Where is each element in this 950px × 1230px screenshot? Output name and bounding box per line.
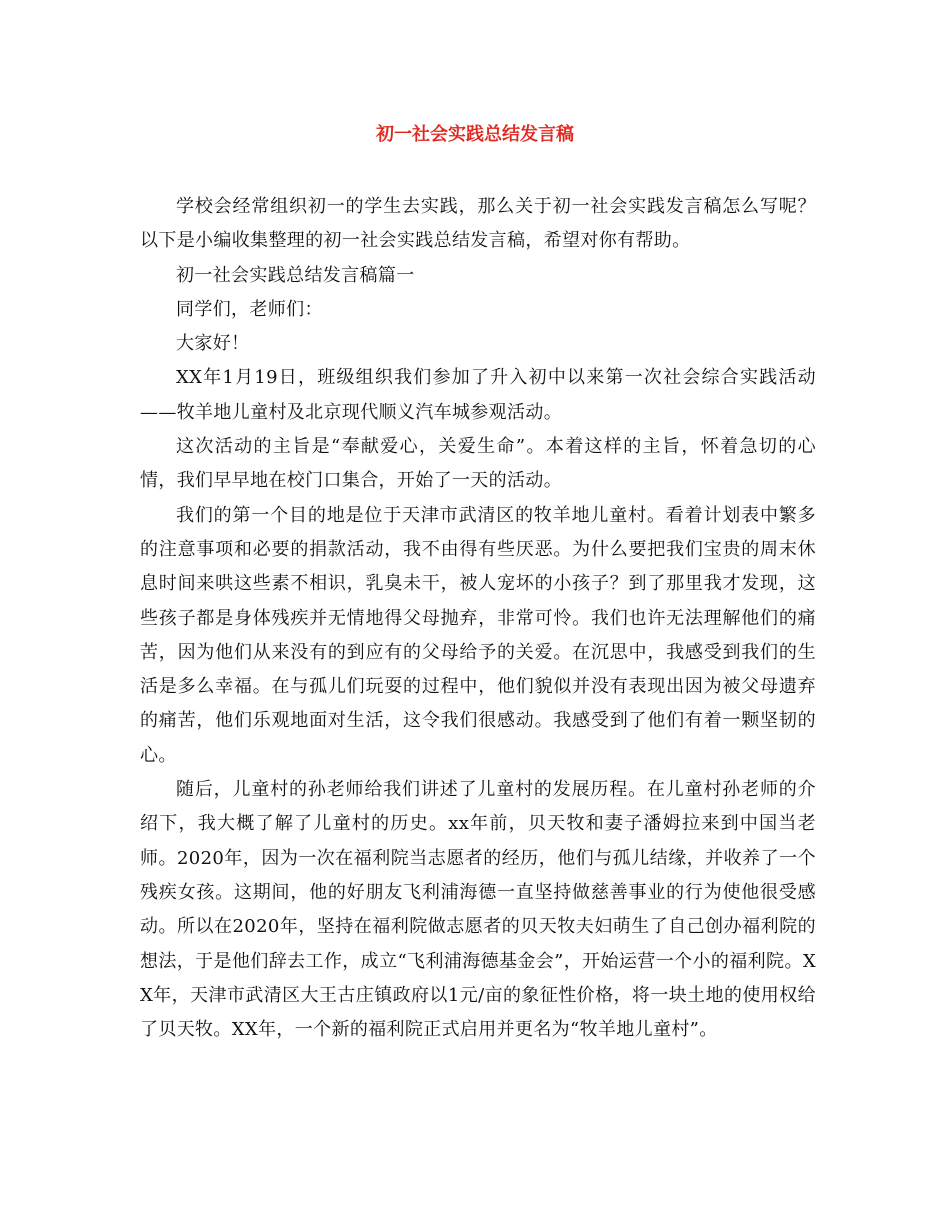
paragraph-intro: 学校会经常组织初一的学生去实践，那么关于初一社会实践发言稿怎么写呢？以下是小编收集整理的初一社会实践总结发言稿，希望对你有帮助。 xyxy=(140,196,816,252)
paragraph-activity-date: XX年1月19日，班级组织我们参加了升入初中以来第一次社会综合实践活动——牧羊地儿童村及北京现代顺义汽车城参观活动。 xyxy=(140,367,816,423)
paragraph-greeting: 大家好！ xyxy=(176,333,250,355)
paragraph-salutation: 同学们，老师们： xyxy=(176,298,323,320)
paragraph-activity-theme: 这次活动的主旨是“奉献爱心，关爱生命”。本着这样的主旨，怀着急切的心情，我们早早地在校门口集合，开始了一天的活动。 xyxy=(140,436,816,492)
document-body xyxy=(140,190,816,1047)
paragraph-first-destination: 我们的第一个目的地是位于天津市武清区的牧羊地儿童村。看着计划表中繁多的注意事项和必要的捐款活动，我不由得有些厌恶。为什么要把我们宝贵的周末休息时间来哄这些素不相识，乳臭未干，被人宠坏的小孩子？到了那里我才发现，这些孩子都是身体残疾并无情地得父母抛弃，非常可怜。我们也许无法理解他们的痛苦，因为他们从来没有的到应有的父母给予的关爱。在沉思中，我感受到我们的生活是多么幸福。在与孤儿们玩耍的过程中，他们貌似并没有表现出因为被父母遗弃的痛苦，他们乐观地面对生活，这令我们很感动。我感受到了他们有着一颗坚韧的心。 xyxy=(140,504,816,766)
paragraph-village-history: 随后，儿童村的孙老师给我们讲述了儿童村的发展历程。在儿童村孙老师的介绍下，我大概了解了儿童村的历史。xx年前，贝天牧和妻子潘姆拉来到中国当老师。2020年，因为一次在福利院当志愿者的经历，他们与孤儿结缘，并收养了一个残疾女孩。这期间，他的好朋友飞利浦海德一直坚持做慈善事业的行为使他很受感动。所以在2020年，坚持在福利院做志愿者的贝天牧夫妇萌生了自己创办福利院的想法，于是他们辞去工作，成立“飞利浦海德基金会”，开始运营一个小的福利院。XX年，天津市武清区大王古庄镇政府以1元/亩的象征性价格，将一块土地的使用权给了贝天牧。XX年，一个新的福利院正式启用并更名为“牧羊地儿童村”。 xyxy=(140,779,816,1041)
document-title: 初一社会实践总结发言稿 xyxy=(376,124,574,145)
paragraph-section-heading: 初一社会实践总结发言稿篇一 xyxy=(176,264,415,286)
